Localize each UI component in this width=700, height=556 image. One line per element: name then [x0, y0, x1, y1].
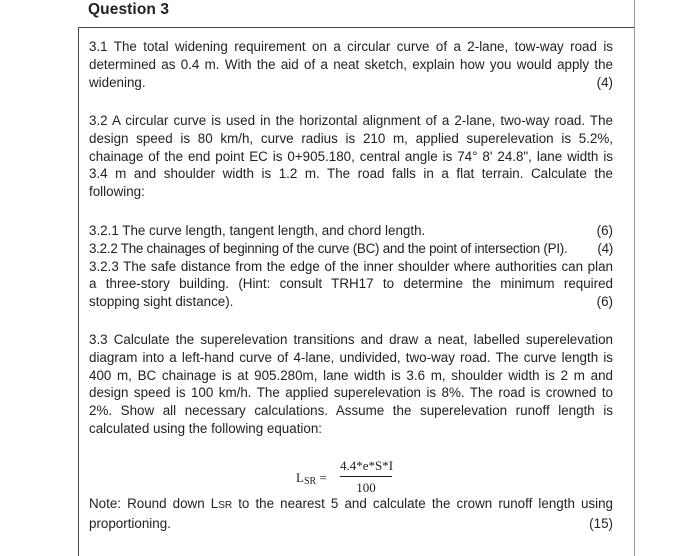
- note-line-2: proportioning.: [89, 515, 171, 531]
- question-3-2: [89, 112, 613, 201]
- q31-line-2: determined as 0.4 m. With the aid of a neat sketch, explain how you would apply the: [89, 56, 613, 72]
- formula-denominator: 100: [356, 480, 376, 495]
- q31-line-1: 3.1 The total widening requirement on a circular curve of a 2-lane, tow-way road is: [89, 39, 613, 54]
- table-left-border: [78, 27, 79, 556]
- q323-line-2: a three-story building. (Hint: consult TRH17 to determine the minimum required: [89, 276, 613, 292]
- note: [89, 495, 613, 533]
- q33-line-1: 3.3 Calculate the superelevation transitions and draw a neat, labelled superelevation: [89, 332, 613, 347]
- q323-line-3: stopping sight distance).: [89, 294, 234, 310]
- q31-marks: (4): [596, 74, 613, 90]
- q32-line-4: 3.4 m and shoulder width is 1.2 m. The road falls in a flat terrain. Calculate the: [89, 166, 613, 182]
- question-3-2-subparts: [89, 222, 613, 311]
- q32-line-3: chainage of the end point EC is 0+905.180, central angle is 74° 8' 24.8", lane width is: [89, 148, 613, 164]
- fraction-bar: [340, 476, 392, 477]
- table-right-border: [634, 0, 635, 556]
- q31-line-3: widening.: [89, 74, 146, 90]
- q321-text: 3.2.1 The curve length, tangent length, and chord length.: [89, 223, 426, 238]
- formula-lhs: $L_{SR}$ =: [296, 470, 327, 487]
- formula-numerator: 4.4*e*S*I: [340, 458, 394, 473]
- q32-line-1: 3.2 A circular curve is used in the horizontal alignment of a 2-lane, two-way road. The: [89, 113, 613, 128]
- question-3-1: [89, 38, 613, 91]
- q323-marks: (6): [596, 294, 613, 310]
- note-line-1: Note: Round down LSR to the nearest 5 and calculate the crown runoff length using: [89, 496, 613, 511]
- q322-text: 3.2.2 The chainages of beginning of the curve (BC) and the point of intersection (PI).: [89, 240, 568, 256]
- q33-line-5: 2%. Show all necessary calculations. Assume the superelevation runoff length is: [89, 403, 613, 419]
- q322-marks: (4): [597, 240, 613, 256]
- table-top-border: [78, 27, 634, 28]
- note-marks: (15): [589, 515, 613, 531]
- q323-line-1: 3.2.3 The safe distance from the edge of the inner shoulder where authorities can plan: [89, 258, 613, 274]
- q32-line-5: following:: [89, 184, 145, 200]
- formula-fraction: [340, 457, 392, 495]
- q33-line-6: calculated using the following equation:: [89, 420, 323, 436]
- q33-line-4: design speed is 100 km/h. The applied superelevation is 8%. The road is crowned to: [89, 385, 613, 401]
- question-heading: Question 3: [88, 1, 170, 18]
- question-3-3: [89, 331, 613, 438]
- q32-line-2: design speed is 80 km/h, curve radius is 210 m, applied superelevation is 5.2%,: [89, 130, 613, 146]
- q33-line-3: 400 m, BC chainage is at 905.280m, lane width is 3.6 m, shoulder width is 2 m and: [89, 367, 613, 383]
- q33-line-2: diagram into a left-hand curve of 4-lane, undivided, two-way road. The curve length is: [89, 349, 613, 365]
- q321-marks: (6): [596, 223, 613, 238]
